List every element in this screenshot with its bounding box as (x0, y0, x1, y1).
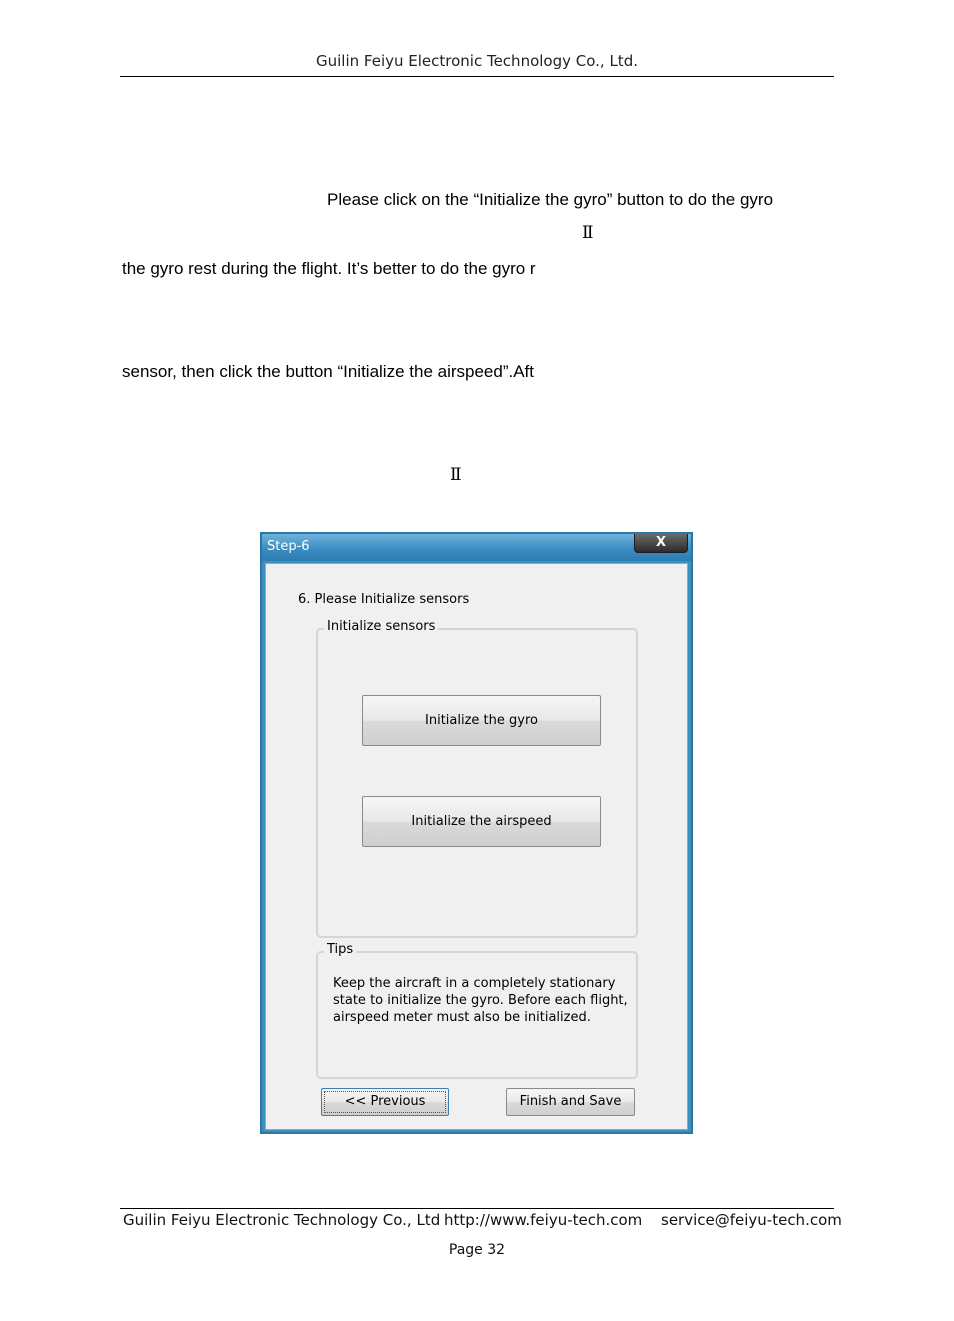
body-roman-1: Ⅱ (582, 223, 594, 243)
footer-email: service@feiyu-tech.com (661, 1211, 842, 1229)
dialog-client-area (265, 563, 688, 1130)
previous-button[interactable] (321, 1088, 449, 1116)
finish-and-save-button[interactable]: Finish and Save (506, 1088, 635, 1116)
header-rule (120, 76, 834, 77)
tips-text: Keep the aircraft in a completely stationary state to initialize the gyro. Before each flight, airspeed meter must also be initialized. (333, 976, 628, 1025)
footer-url: http://www.feiyu-tech.com (444, 1211, 643, 1229)
header-company: Guilin Feiyu Electronic Technology Co., Ltd. (316, 52, 638, 70)
body-roman-2: Ⅱ (450, 465, 462, 485)
body-line-1: Please click on the “Initialize the gyro” button to do the gyro (327, 190, 774, 209)
tips-group (316, 942, 638, 1079)
body-line-2: the gyro rest during the flight. It’s better to do the gyro r (122, 259, 536, 278)
sensors-group (316, 619, 638, 938)
step-label: 6. Please Initialize sensors (298, 592, 470, 607)
sensors-group-legend: Initialize sensors (324, 619, 438, 634)
body-line-3: sensor, then click the button “Initialize the airspeed”.Aft (122, 362, 535, 381)
footer-rule (120, 1208, 834, 1209)
initialize-airspeed-button[interactable]: Initialize the airspeed (362, 796, 601, 847)
footer-company: Guilin Feiyu Electronic Technology Co., Ltd (123, 1211, 441, 1229)
initialize-gyro-button[interactable]: Initialize the gyro (362, 695, 601, 746)
tips-group-legend: Tips (324, 942, 356, 957)
step6-dialog (260, 532, 693, 1134)
close-button[interactable] (634, 534, 688, 553)
dialog-title: Step-6 (267, 539, 310, 554)
dialog-titlebar[interactable] (262, 534, 691, 561)
page-number: Page 32 (448, 1242, 506, 1258)
close-icon: X (655, 535, 667, 550)
previous-button-label: << Previous (344, 1094, 426, 1109)
